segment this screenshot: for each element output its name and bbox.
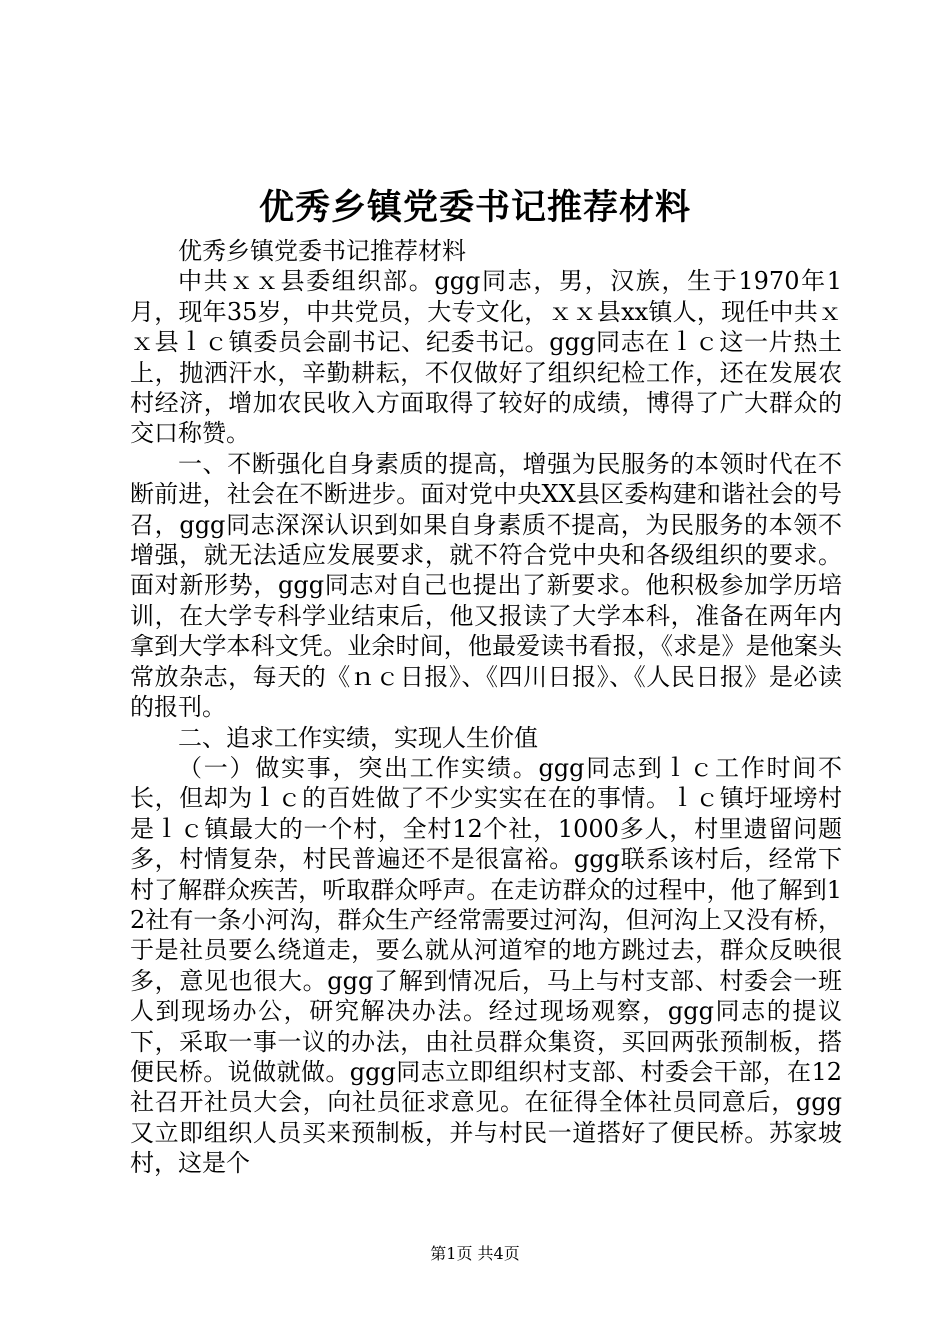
document-body (130, 236, 842, 1179)
page-title: 优秀乡镇党委书记推荐材料 (258, 187, 691, 228)
paragraph-section-one: 一、不断强化自身素质的提高，增强为民服务的本领时代在不断前进，社会在不断进步。面对党中央XX县区委构建和谐社会的号召，ggg同志深深认识到如果自身素质不提高，为民服务的本领不增强，就无法适应发展要求，就不符合党中央和各级组织的要求。面对新形势，ggg同志对自己也提出了新要求。他积极参加学历培训，在大学专科学业结束后，他又报读了大学本科，准备在两年内拿到大学本科文凭。业余时间，他最爱读书看报，《求是》是他案头常放杂志，每天的《ｎｃ日报》、《四川日报》、《人民日报》是必读的报刊。 (130, 449, 842, 722)
paragraph-section-two-one: （一）做实事，突出工作实绩。ggg同志到ｌｃ工作时间不长，但却为ｌｃ的百姓做了不少实实在在的事情。ｌｃ镇圩垭塝村是ｌｃ镇最大的一个村，全村12个社，1000多人，村里遗留问题多，村情复杂，村民普遍还不是很富裕。ggg联系该村后，经常下村了解群众疾苦，听取群众呼声。在走访群众的过程中，他了解到12社有一条小河沟，群众生产经常需要过河沟，但河沟上又没有桥，于是社员要么绕道走，要么就从河道窄的地方跳过去，群众反映很多，意见也很大。ggg了解到情况后，马上与村支部、村委会一班人到现场办公，研究解决办法。经过现场观察，ggg同志的提议下，采取一事一议的办法，由社员群众集资，买回两张预制板，搭便民桥。说做就做。ggg同志立即组织村支部、村委会干部，在12社召开社员大会，向社员征求意见。在征得全体社员同意后，ggg又立即组织人员买来预制板，并与村民一道搭好了便民桥。苏家坡村，这是个 (130, 753, 842, 1178)
paragraph-intro: 中共ｘｘ县委组织部。ggg同志，男，汉族，生于1970年1月，现年35岁，中共党员，大专文化，ｘｘ县xx镇人，现任中共ｘｘ县ｌｃ镇委员会副书记、纪委书记。ggg同志在ｌｃ这一片热土上，抛洒汗水，辛勤耕耘，不仅做好了组织纪检工作，还在发展农村经济，增加农民收入方面取得了较好的成绩，博得了广大群众的交口称赞。 (130, 267, 842, 448)
page-footer: 第1页 共4页 (430, 1244, 520, 1263)
paragraph-section-two-heading: 二、追求工作实绩，实现人生价值 (178, 723, 538, 752)
paragraph-subtitle: 优秀乡镇党委书记推荐材料 (178, 237, 466, 265)
